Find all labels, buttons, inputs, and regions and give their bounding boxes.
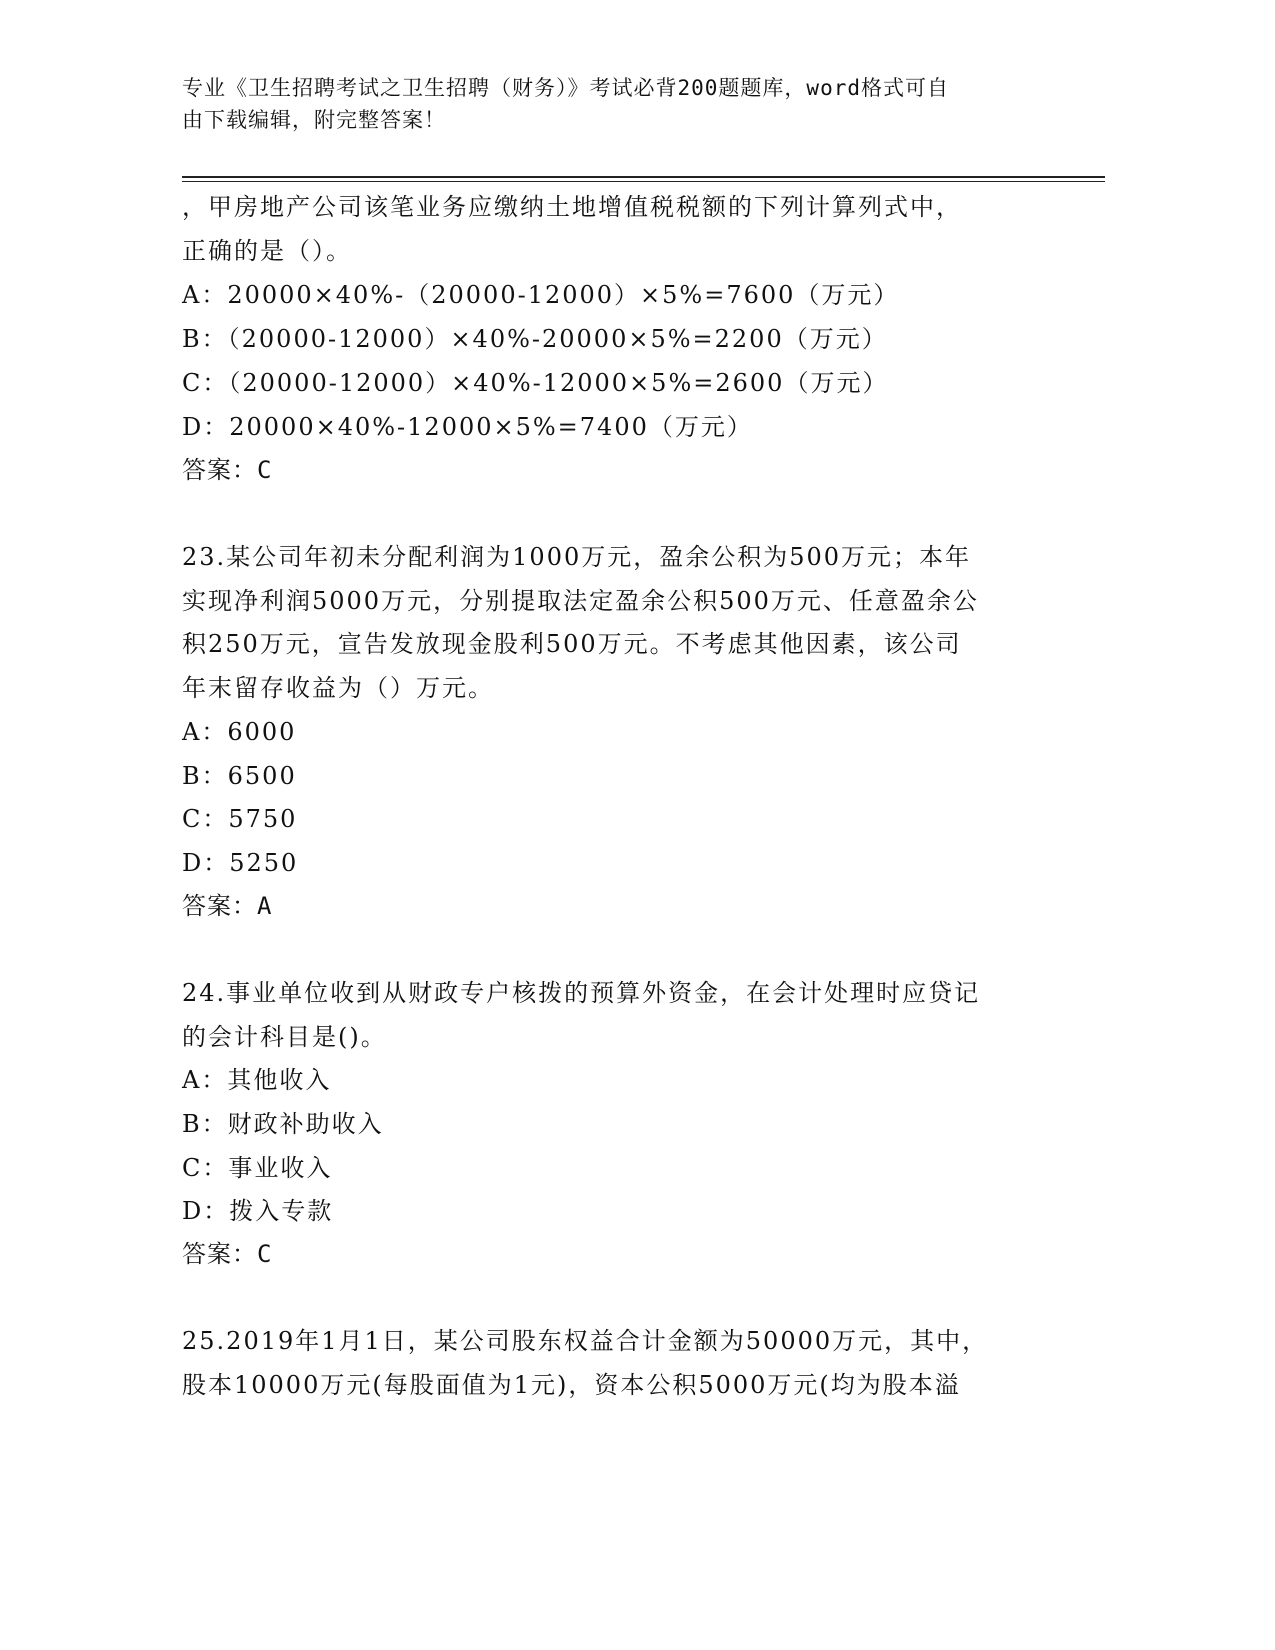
q22-option-b: B：（20000-12000）×40%-20000×5%=2200（万元） [182, 325, 888, 353]
q23-option-c: C：5750 [182, 805, 298, 833]
q23-stem-line-2: 实现净利润5000万元，分别提取法定盈余公积500万元、任意盈余公 [182, 587, 979, 615]
q23-option-a: A：6000 [182, 718, 297, 746]
q22-option-c: C：（20000-12000）×40%-12000×5%=2600（万元） [182, 369, 889, 397]
q22-stem-line-2: 正确的是（）。 [182, 237, 352, 265]
q24-option-a: A：其他收入 [182, 1066, 332, 1094]
q23-stem-line-1: 23.某公司年初未分配利润为1000万元，盈余公积为500万元；本年 [182, 543, 972, 571]
q23-option-d: D：5250 [182, 849, 299, 877]
header-divider-thick [182, 176, 1105, 178]
q24-option-d: D：拨入专款 [182, 1197, 334, 1225]
q24-stem-line-1: 24.事业单位收到从财政专户核拨的预算外资金，在会计处理时应贷记 [182, 979, 981, 1007]
header-line-2: 由下载编辑，附完整答案！ [182, 108, 446, 132]
q23-stem-line-3: 积250万元，宣告发放现金股利500万元。不考虑其他因素，该公司 [182, 630, 962, 658]
document-header [182, 72, 1062, 136]
q25-stem-line-2: 股本10000万元(每股面值为1元)，资本公积5000万元(均为股本溢 [182, 1371, 961, 1399]
q22-answer: 答案：C [182, 456, 273, 484]
q22-option-a: A：20000×40%-（20000-12000）×5%=7600（万元） [182, 281, 900, 309]
q23-answer: 答案：A [182, 892, 273, 920]
q24-option-c: C：事业收入 [182, 1154, 333, 1182]
q23-stem-line-4: 年末留存收益为（）万元。 [182, 674, 494, 702]
q25-stem-line-1: 25.2019年1月1日，某公司股东权益合计金额为50000万元，其中， [182, 1327, 989, 1355]
q24-option-b: B：财政补助收入 [182, 1110, 384, 1138]
header-divider-thin [182, 181, 1105, 182]
q24-stem-line-2: 的会计科目是()。 [182, 1023, 387, 1051]
q23-option-b: B：6500 [182, 762, 297, 790]
q22-option-d: D：20000×40%-12000×5%=7400（万元） [182, 413, 753, 441]
header-line-1: 专业《卫生招聘考试之卫生招聘（财务）》考试必背200题题库，word格式可自 [182, 76, 949, 100]
q24-answer: 答案：C [182, 1240, 273, 1268]
q22-stem-line-1: ，甲房地产公司该笔业务应缴纳土地增值税税额的下列计算列式中， [182, 193, 962, 221]
